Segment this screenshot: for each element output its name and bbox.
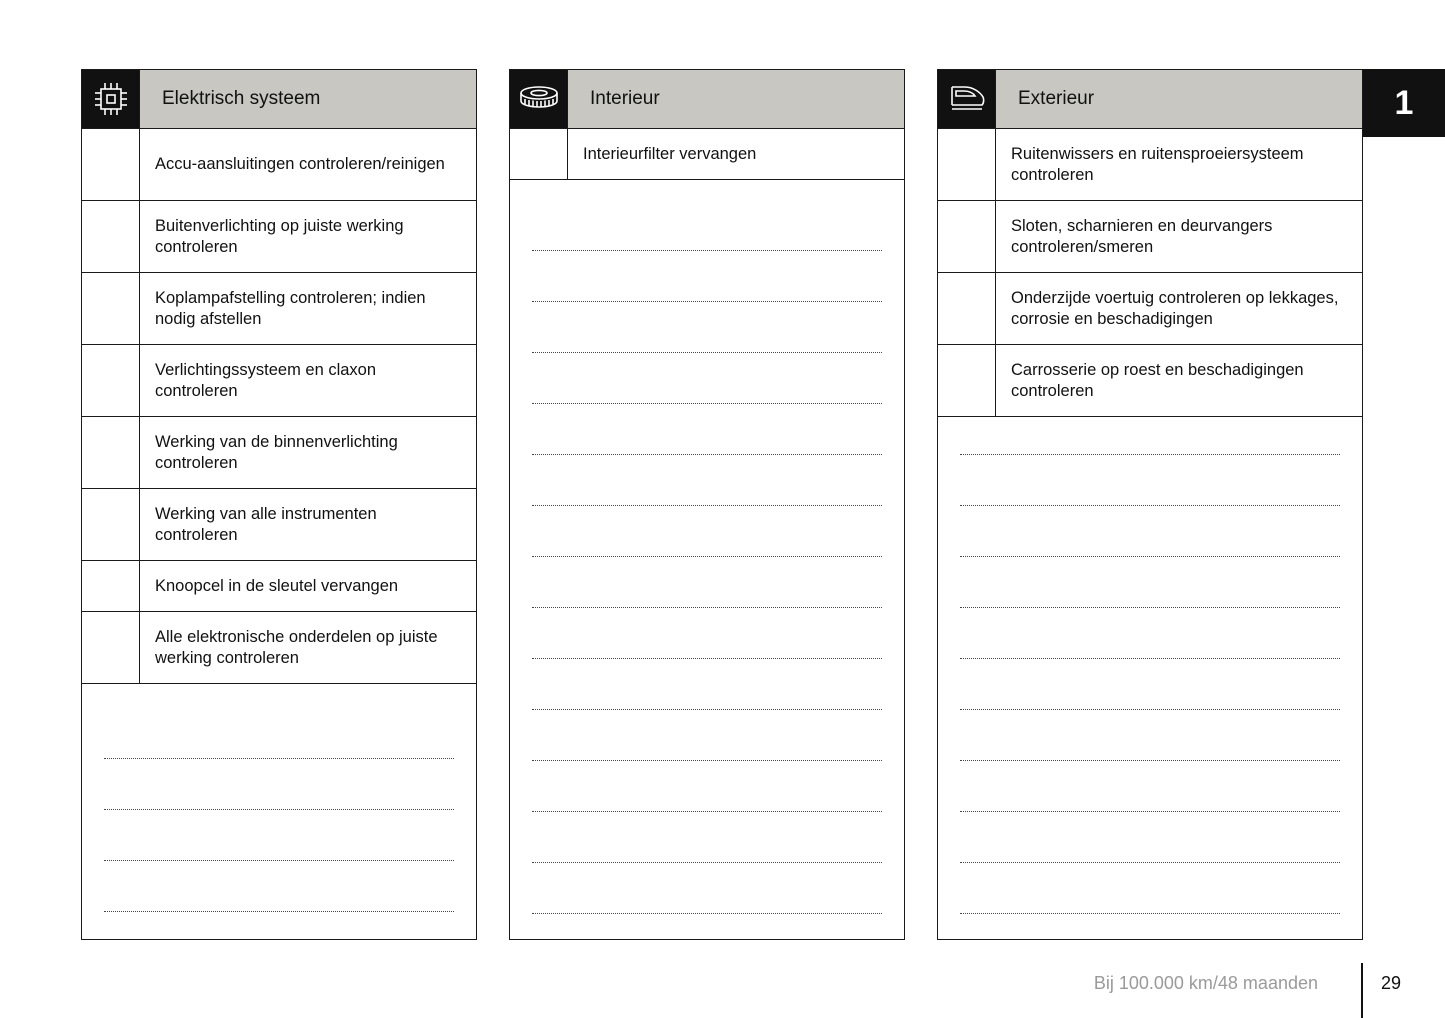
checklist-row: [510, 129, 904, 180]
chip-icon: [82, 70, 140, 128]
dotted-note-line: [532, 709, 882, 710]
dotted-note-line: [960, 556, 1340, 557]
checklist-row: [82, 561, 476, 612]
page-number: 29: [1381, 973, 1402, 993]
checkbox-cell[interactable]: [82, 612, 140, 683]
dotted-note-line: [960, 607, 1340, 608]
checklist-row: [82, 612, 476, 684]
section-title: Interieur: [568, 70, 904, 128]
checkbox-cell[interactable]: [82, 489, 140, 560]
checkbox-cell[interactable]: [938, 345, 996, 416]
dotted-note-line: [104, 860, 454, 861]
checklist-item: Verlichtingssysteem en claxon controleren: [155, 360, 377, 400]
checklist-item: Carrosserie op roest en beschadigingen controleren: [1011, 360, 1304, 400]
checkbox-cell[interactable]: [938, 201, 996, 272]
section-header: [510, 70, 904, 129]
section-header: [82, 70, 476, 129]
footer-divider: [1361, 963, 1363, 1018]
dotted-note-line: [532, 250, 882, 251]
checklist-row: [82, 129, 476, 201]
checklist-item: Buitenverlichting op juiste werking controleren: [155, 216, 404, 256]
chapter-tab: 1: [1363, 69, 1445, 137]
dotted-note-line: [960, 913, 1340, 914]
checkbox-cell[interactable]: [938, 129, 996, 200]
checklist-item: Interieurfilter vervangen: [583, 144, 757, 163]
cabin-filter-icon: [510, 70, 568, 128]
checkbox-cell[interactable]: [82, 129, 140, 200]
dotted-note-line: [532, 862, 882, 863]
section-header: [938, 70, 1362, 129]
checklist-row: [938, 201, 1362, 273]
section-title: Exterieur: [996, 70, 1362, 128]
dotted-note-line: [532, 403, 882, 404]
dotted-note-line: [532, 607, 882, 608]
dotted-note-line: [532, 454, 882, 455]
section-elektrisch-systeem: [81, 69, 477, 940]
dotted-note-line: [532, 913, 882, 914]
dotted-note-line: [960, 454, 1340, 455]
dotted-note-line: [104, 758, 454, 759]
checkbox-cell[interactable]: [82, 417, 140, 488]
car-side-icon: [938, 70, 996, 128]
section-title: Elektrisch systeem: [140, 70, 476, 128]
checklist-item: Onderzijde voertuig controleren op lekkages, corrosie en beschadigingen: [1011, 288, 1339, 328]
checklist-item: Koplampafstelling controleren; indien nodig afstellen: [155, 288, 426, 328]
checkbox-cell[interactable]: [82, 561, 140, 611]
checklist-row: [82, 345, 476, 417]
checkbox-cell[interactable]: [510, 129, 568, 179]
checklist-item: Alle elektronische onderdelen op juiste werking controleren: [155, 627, 438, 667]
dotted-note-line: [960, 760, 1340, 761]
checklist-item: Werking van de binnenverlichting controleren: [155, 432, 398, 472]
checkbox-cell[interactable]: [938, 273, 996, 344]
dotted-note-line: [532, 811, 882, 812]
dotted-note-line: [960, 505, 1340, 506]
dotted-note-line: [104, 911, 454, 912]
checklist-row: [82, 273, 476, 345]
checklist-item: Knoopcel in de sleutel vervangen: [155, 576, 399, 595]
section-interieur: [509, 69, 905, 940]
dotted-note-line: [532, 556, 882, 557]
checklist-item: Werking van alle instrumenten controleren: [155, 504, 377, 544]
checklist-row: [82, 201, 476, 273]
dotted-note-line: [532, 658, 882, 659]
checkbox-cell[interactable]: [82, 201, 140, 272]
dotted-note-line: [960, 862, 1340, 863]
dotted-note-line: [532, 505, 882, 506]
checklist-row: [82, 417, 476, 489]
checklist-row: [938, 129, 1362, 201]
checklist-row: [82, 489, 476, 561]
dotted-note-line: [532, 352, 882, 353]
checkbox-cell[interactable]: [82, 345, 140, 416]
footer-interval: Bij 100.000 km/48 maanden: [1093, 973, 1318, 993]
dotted-note-line: [532, 760, 882, 761]
dotted-note-line: [960, 658, 1340, 659]
dotted-note-line: [960, 709, 1340, 710]
dotted-note-line: [104, 809, 454, 810]
checkbox-cell[interactable]: [82, 273, 140, 344]
section-exterieur: [937, 69, 1363, 940]
checklist-item: Ruitenwissers en ruitensproeiersysteem controleren: [1011, 144, 1304, 184]
checklist-item: Accu-aansluitingen controleren/reinigen: [155, 155, 445, 173]
dotted-note-line: [960, 811, 1340, 812]
dotted-note-line: [532, 301, 882, 302]
checklist-row: [938, 345, 1362, 417]
checklist-row: [938, 273, 1362, 345]
checklist-item: Sloten, scharnieren en deurvangers controleren/smeren: [1011, 216, 1273, 256]
